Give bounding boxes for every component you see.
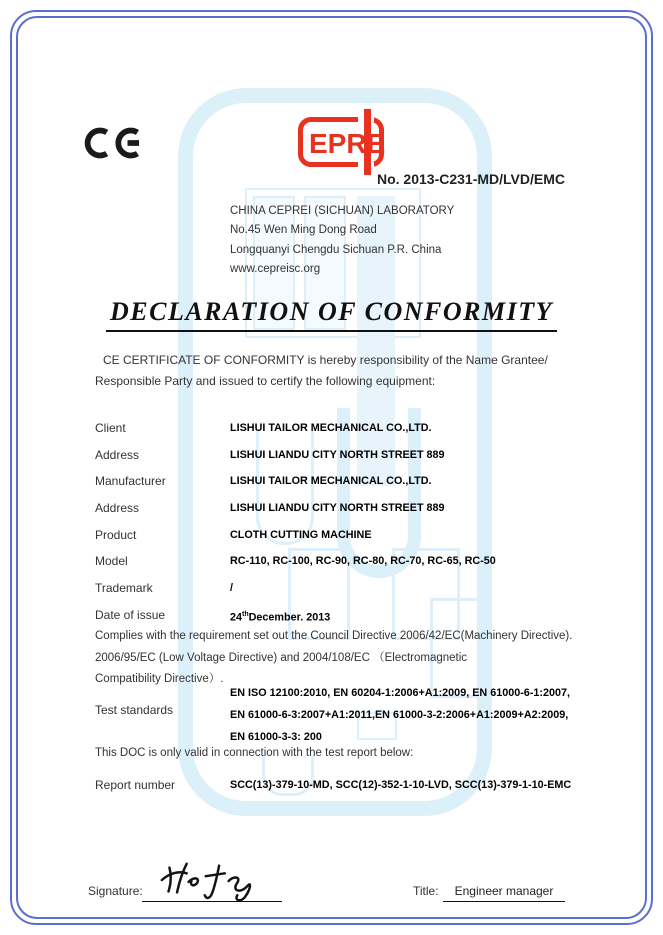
intro-line2: Responsible Party and issued to certify the following equipment: [95, 374, 436, 388]
test-standards-values [230, 682, 570, 748]
logo-text: EPRE [309, 128, 386, 159]
field-label: Trademark [95, 581, 153, 596]
test-standards-line1: EN ISO 12100:2010, EN 60204-1:2006+A1:2009, EN 61000-6-1:2007, [230, 687, 571, 699]
field-value: / [230, 582, 233, 595]
signature-label: Signature: [88, 884, 143, 898]
lab-address-line1: No.45 Wen Ming Dong Road [230, 224, 377, 237]
report-number-value: SCC(13)-379-10-MD, SCC(12)-352-1-10-LVD, SCC(13)-379-1-10-EMC [230, 779, 572, 791]
field-row-model [95, 548, 595, 575]
report-number-label: Report number [95, 778, 176, 792]
doc-validity-note: This DOC is only valid in connection with the test report below: [95, 747, 414, 759]
field-value: LISHUI TAILOR MECHANICAL CO.,LTD. [230, 475, 432, 488]
complies-line1: Complies with the requirement set out the Council Directive 2006/42/EC(Machinery Directive). [95, 630, 573, 642]
field-label: Client [95, 421, 126, 435]
field-label: Address [95, 447, 140, 462]
title-label: Title: [413, 884, 439, 898]
field-label: Date of issue [95, 607, 166, 622]
field-value: CLOTH CUTTING MACHINE [230, 528, 372, 541]
intro-line1: CE CERTIFICATE OF CONFORMITY is hereby responsibility of the Name Grantee/ [103, 353, 548, 367]
field-row-address2 [95, 495, 595, 522]
intro-paragraph [95, 350, 581, 392]
laboratory-address-block [230, 202, 454, 279]
field-value: LISHUI LIANDU CITY NORTH STREET 889 [230, 448, 445, 461]
ce-mark-icon [84, 118, 148, 168]
lab-address-line2: Longquanyi Chengdu Sichuan P.R. China [230, 243, 442, 256]
report-number-row [95, 772, 595, 798]
field-value: LISHUI TAILOR MECHANICAL CO.,LTD. [230, 422, 432, 434]
test-standards-label: Test standards [95, 703, 174, 717]
test-standards-line3: EN 61000-3-3: 200 [230, 731, 322, 743]
field-row-address1 [95, 442, 595, 469]
lab-website: www.cepreisc.org [230, 262, 321, 275]
field-label: Product [95, 527, 137, 542]
field-value: 24thDecember. 2013 [230, 610, 331, 624]
field-row-product [95, 522, 595, 549]
test-standards-line2: EN 61000-6-3:2007+A1:2011,EN 61000-3-2:2006+A1:2009+A2:2009, [230, 709, 569, 721]
field-value: LISHUI LIANDU CITY NORTH STREET 889 [230, 502, 445, 515]
complies-line3: Compatibility Directive）. [95, 673, 224, 685]
complies-paragraph [95, 626, 589, 691]
lab-name: CHINA CEPREI (SICHUAN) LABORATORY [230, 205, 455, 217]
field-row-date-of-issue [95, 602, 595, 629]
title-line [443, 901, 565, 902]
title-value: Engineer manager [454, 884, 554, 898]
handwritten-signature [158, 856, 263, 904]
field-label: Manufacturer [95, 474, 166, 489]
certificate-number: No. 2013-C231-MD/LVD/EMC [376, 171, 565, 187]
document-title: DECLARATION OF CONFORMITY [106, 297, 557, 332]
field-value: RC-110, RC-100, RC-90, RC-80, RC-70, RC-65, RC-50 [230, 555, 496, 568]
ceprei-logo [298, 117, 384, 167]
field-row-manufacturer [95, 468, 595, 495]
equipment-fields [95, 415, 595, 629]
field-row-client [95, 415, 595, 442]
field-label: Model [95, 554, 128, 569]
field-label: Address [95, 501, 140, 516]
field-row-trademark [95, 575, 595, 602]
complies-line2: 2006/95/EC (Low Voltage Directive) and 2004/108/EC （Electromagnetic [95, 651, 468, 664]
